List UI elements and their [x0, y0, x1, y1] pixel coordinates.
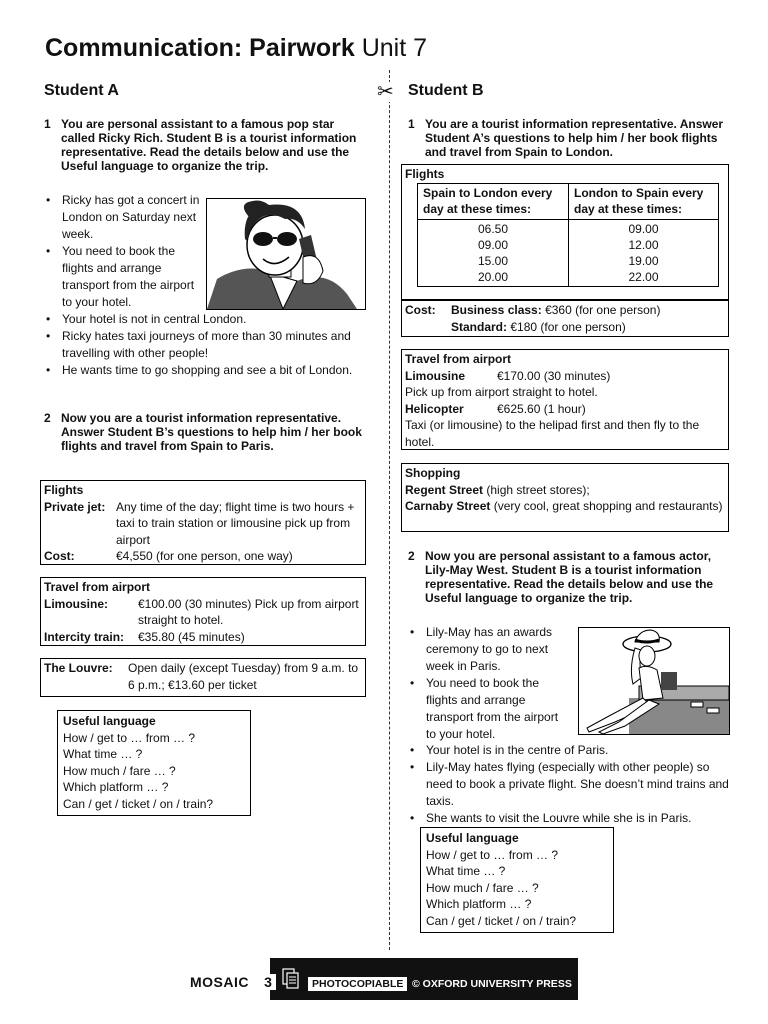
flights-heading: Flights: [44, 483, 84, 497]
list-item: • Your hotel is not in central London.: [44, 311, 364, 328]
photocopy-icon: [282, 968, 300, 990]
helicopter-text: Taxi (or limousine) to the helipad first and then fly to the hotel.: [405, 418, 700, 449]
pop-star-illustration: [206, 198, 366, 310]
student-a-q2-instructions: Now you are a tourist information representative. Answer Student B’s questions to help him / her book flights and travel from Spain to Paris.: [61, 411, 362, 453]
scissors-icon: ✂: [377, 81, 394, 103]
student-b-q2-number: 2: [408, 549, 415, 563]
publisher-label: © OXFORD UNIVERSITY PRESS: [412, 978, 572, 990]
carnaby-street-label: Carnaby Street: [405, 499, 491, 513]
list-item: • She wants to visit the Louvre while she is in Paris.: [408, 810, 730, 827]
page-title: [45, 34, 427, 63]
time-value: 15.00: [477, 253, 509, 268]
times-spain-to-london: [418, 219, 569, 286]
time-value: 12.00: [628, 237, 659, 252]
regent-street-text: (high street stores);: [483, 482, 590, 497]
footer-level: 3: [260, 974, 276, 990]
useful-language-line: What time … ?: [63, 747, 143, 761]
limousine-text: €100.00 (30 minutes) Pick up from airport straight to hotel.: [138, 596, 359, 627]
useful-language-line: Which platform … ?: [63, 780, 169, 794]
time-value: 19.00: [628, 253, 659, 268]
standard-label: Standard:: [451, 319, 508, 334]
col-spain-to-london: Spain to London every day at these times:: [418, 183, 569, 219]
list-item: • You need to book the flights and arrange transport from the airport to your hotel.: [408, 675, 570, 743]
student-b-flights-box: [401, 164, 729, 300]
time-value: 09.00: [628, 221, 659, 236]
page-title-unit: Unit 7: [354, 34, 428, 62]
helicopter-label: Helicopter: [405, 401, 464, 416]
student-a-q2-number: 2: [44, 411, 51, 425]
business-class-label: Business class:: [451, 303, 542, 317]
list-item: • Ricky has got a concert in London on Saturday next week.: [44, 192, 204, 243]
list-item: • Lily-May has an awards ceremony to go to next week in Paris.: [408, 624, 570, 675]
useful-language-heading: Useful language: [63, 714, 156, 728]
travel-heading: Travel from airport: [405, 352, 512, 366]
louvre-text: Open daily (except Tuesday) from 9 a.m. to 6 p.m.; €13.60 per ticket: [128, 661, 359, 692]
photocopiable-label: PHOTOCOPIABLE: [308, 977, 407, 991]
private-jet-text: Any time of the day; flight time is two hours + taxi to train station or limousine pick up from airport: [116, 499, 355, 547]
student-b-q2-instructions: Now you are personal assistant to a famous actor, Lily-May West. Student B is a tourist information representative. Read the details below and use the Useful language to organize the trip.: [425, 549, 714, 605]
student-a-bullets-bottom: [44, 311, 364, 379]
student-b-useful-language-box: [420, 827, 614, 933]
student-a-q1-instructions: You are personal assistant to a famous pop star called Ricky Rich. Student B is a tourist information representative. Read the details below and use the Useful language to organize the trip.: [61, 117, 357, 173]
list-item: • You need to book the flights and arrange transport from the airport to your hotel.: [44, 243, 204, 311]
student-a-heading: Student A: [44, 82, 119, 99]
cut-line-divider: [389, 70, 390, 950]
footer-bar: [264, 958, 578, 1000]
shopping-heading: Shopping: [405, 466, 461, 480]
actress-illustration: [578, 627, 730, 735]
student-a-flights-box: [40, 480, 366, 565]
student-a-travel-box: [40, 577, 366, 646]
footer-brand: MOSAIC: [190, 974, 249, 990]
cost-text: €4,550 (for one person, one way): [116, 549, 293, 563]
list-item: • He wants time to go shopping and see a bit of London.: [44, 362, 364, 379]
student-b-cost-box: [401, 300, 729, 337]
useful-language-line: Can / get / ticket / on / train?: [63, 796, 214, 811]
student-b-bullets-top: [408, 624, 570, 743]
helicopter-price: €625.60 (1 hour): [497, 401, 586, 416]
limousine-label: Limousine:: [44, 596, 109, 611]
useful-language-line: How much / fare … ?: [63, 763, 176, 778]
time-value: 20.00: [477, 269, 509, 284]
useful-language-line: How / get to … from … ?: [63, 730, 196, 745]
useful-language-line: How much / fare … ?: [426, 880, 539, 895]
carnaby-street-text: (very cool, great shopping and restaurants): [490, 499, 723, 513]
intercity-train-label: Intercity train:: [44, 629, 125, 644]
useful-language-line: How / get to … from … ?: [426, 847, 559, 862]
standard-text: €180 (for one person): [510, 319, 626, 334]
student-b-travel-box: [401, 349, 729, 450]
cost-label: Cost:: [405, 303, 436, 317]
student-b-heading: Student B: [408, 82, 484, 99]
student-b-q1-instructions: You are a tourist information representative. Answer Student A’s questions to help him / her book flights and travel from Spain to London.: [425, 117, 724, 159]
flight-times-table: [417, 183, 719, 287]
cost-label: Cost:: [44, 549, 75, 563]
student-a-bullets-top: [44, 192, 204, 311]
student-b-q1-number: 1: [408, 117, 415, 131]
flights-heading: Flights: [405, 167, 445, 181]
private-jet-label: Private jet:: [44, 499, 106, 514]
limousine-price: €170.00 (30 minutes): [497, 368, 611, 383]
regent-street-label: Regent Street: [405, 482, 484, 497]
student-a-useful-language-box: [57, 710, 251, 816]
student-a-q1-number: 1: [44, 117, 51, 131]
useful-language-line: What time … ?: [426, 864, 506, 878]
times-london-to-spain: [569, 219, 719, 286]
travel-heading: Travel from airport: [44, 580, 151, 594]
col-london-to-spain: London to Spain every day at these times:: [569, 183, 719, 219]
limousine-label: Limousine: [405, 368, 466, 383]
useful-language-heading: Useful language: [426, 831, 519, 845]
student-b-bullets-bottom: [408, 742, 730, 827]
list-item: • Your hotel is in the centre of Paris.: [408, 742, 730, 759]
business-class-text: €360 (for one person): [545, 303, 661, 317]
student-a-louvre-box: [40, 658, 366, 697]
intercity-train-text: €35.80 (45 minutes): [138, 629, 245, 644]
limousine-text: Pick up from airport straight to hotel.: [405, 385, 598, 399]
page-title-bold: Communication: Pairwork: [45, 34, 355, 62]
list-item: • Lily-May hates flying (especially with other people) so need to book a private flight. She doesn’t mind trains and taxis.: [408, 759, 730, 810]
louvre-label: The Louvre:: [44, 661, 113, 675]
time-value: 22.00: [628, 269, 659, 284]
time-value: 09.00: [477, 237, 509, 252]
list-item: • Ricky hates taxi journeys of more than 30 minutes and travelling with other people!: [44, 328, 364, 362]
useful-language-line: Which platform … ?: [426, 897, 532, 911]
student-b-shopping-box: [401, 463, 729, 532]
useful-language-line: Can / get / ticket / on / train?: [426, 913, 577, 928]
time-value: 06.50: [477, 221, 509, 236]
